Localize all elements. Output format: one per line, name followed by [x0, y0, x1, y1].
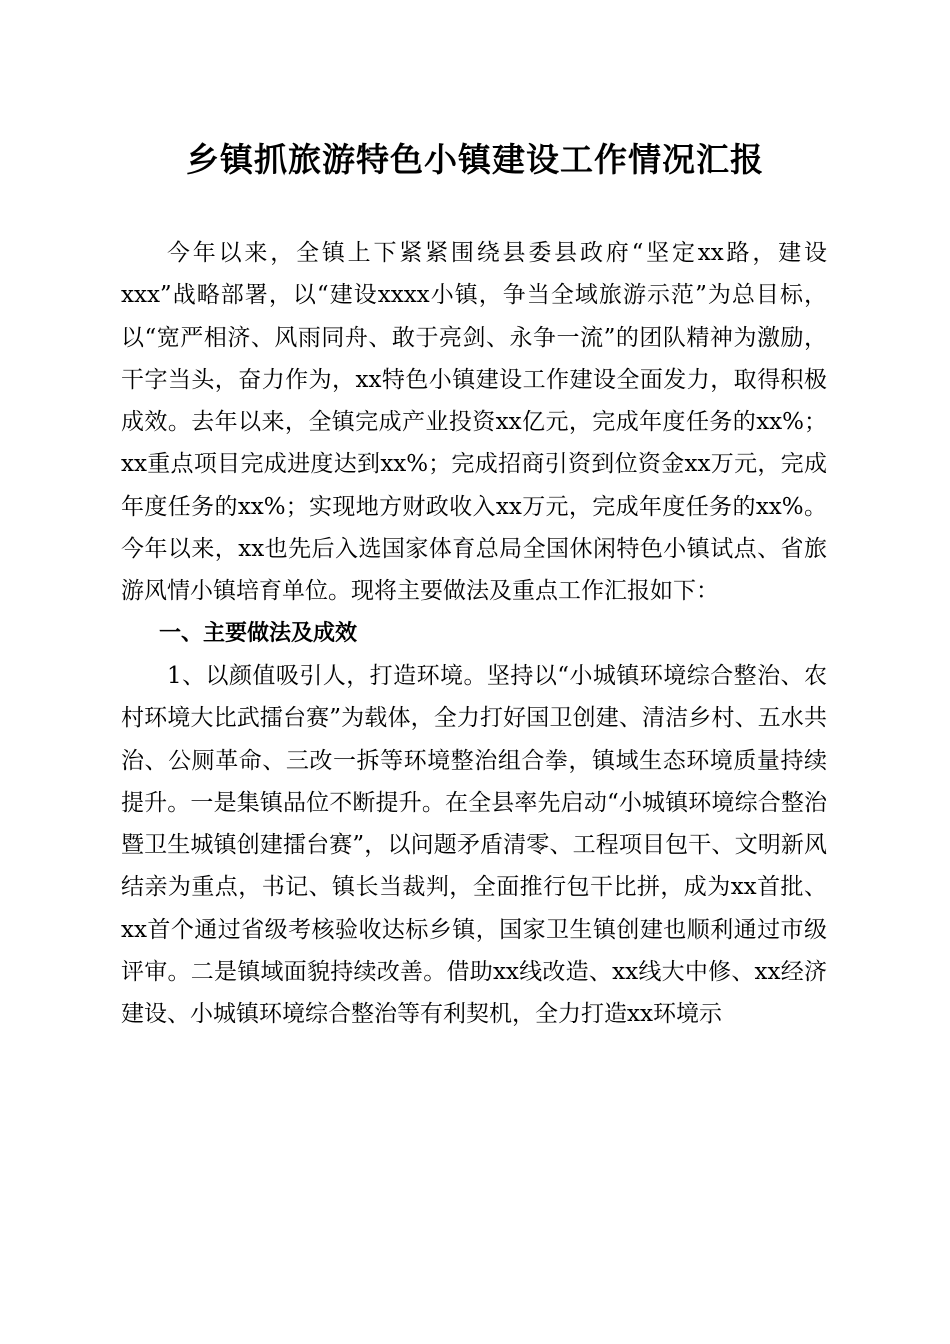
intro-paragraph: 今年以来，全镇上下紧紧围绕县委县政府“坚定xx路，建设xxx”战略部署，以“建设xxxx小镇，争当全域旅游示范”为总目标，以“宽严相济、风雨同舟、敢于亮剑、永争一流”的团队精神为激励，干字当头，奋力作为，xx特色小镇建设工作建设全面发力，取得积极成效。去年以来，全镇完成产业投资xx亿元，完成年度任务的xx%；xx重点项目完成进度达到xx%；完成招商引资到位资金xx万元，完成年度任务的xx%；实现地方财政收入xx万元，完成年度任务的xx%。今年以来，xx也先后入选国家体育总局全国休闲特色小镇试点、省旅游风情小镇培育单位。现将主要做法及重点工作汇报如下：	[121, 240, 827, 605]
document-title: 乡镇抓旅游特色小镇建设工作情况汇报	[186, 140, 764, 179]
document-body	[121, 232, 827, 1036]
section-heading: 一、主要做法及成效	[159, 620, 358, 646]
body-paragraph: 1、以颜值吸引人，打造环境。坚持以“小城镇环境综合整治、农村环境大比武擂台赛”为载体，全力打好国卫创建、清洁乡村、五水共治、公厕革命、三改一拆等环境整治组合拳，镇域生态环境质量持续提升。一是集镇品位不断提升。在全县率先启动“小城镇环境综合整治暨卫生城镇创建擂台赛”，以问题矛盾清零、工程项目包干、文明新风结亲为重点，书记、镇长当裁判，全面推行包干比拼，成为xx首批、xx首个通过省级考核验收达标乡镇，国家卫生镇创建也顺利通过市级评审。二是镇域面貌持续改善。借助xx线改造、xx线大中修、xx经济建设、小城镇环境综合整治等有利契机，全力打造xx环境示	[121, 662, 827, 1028]
